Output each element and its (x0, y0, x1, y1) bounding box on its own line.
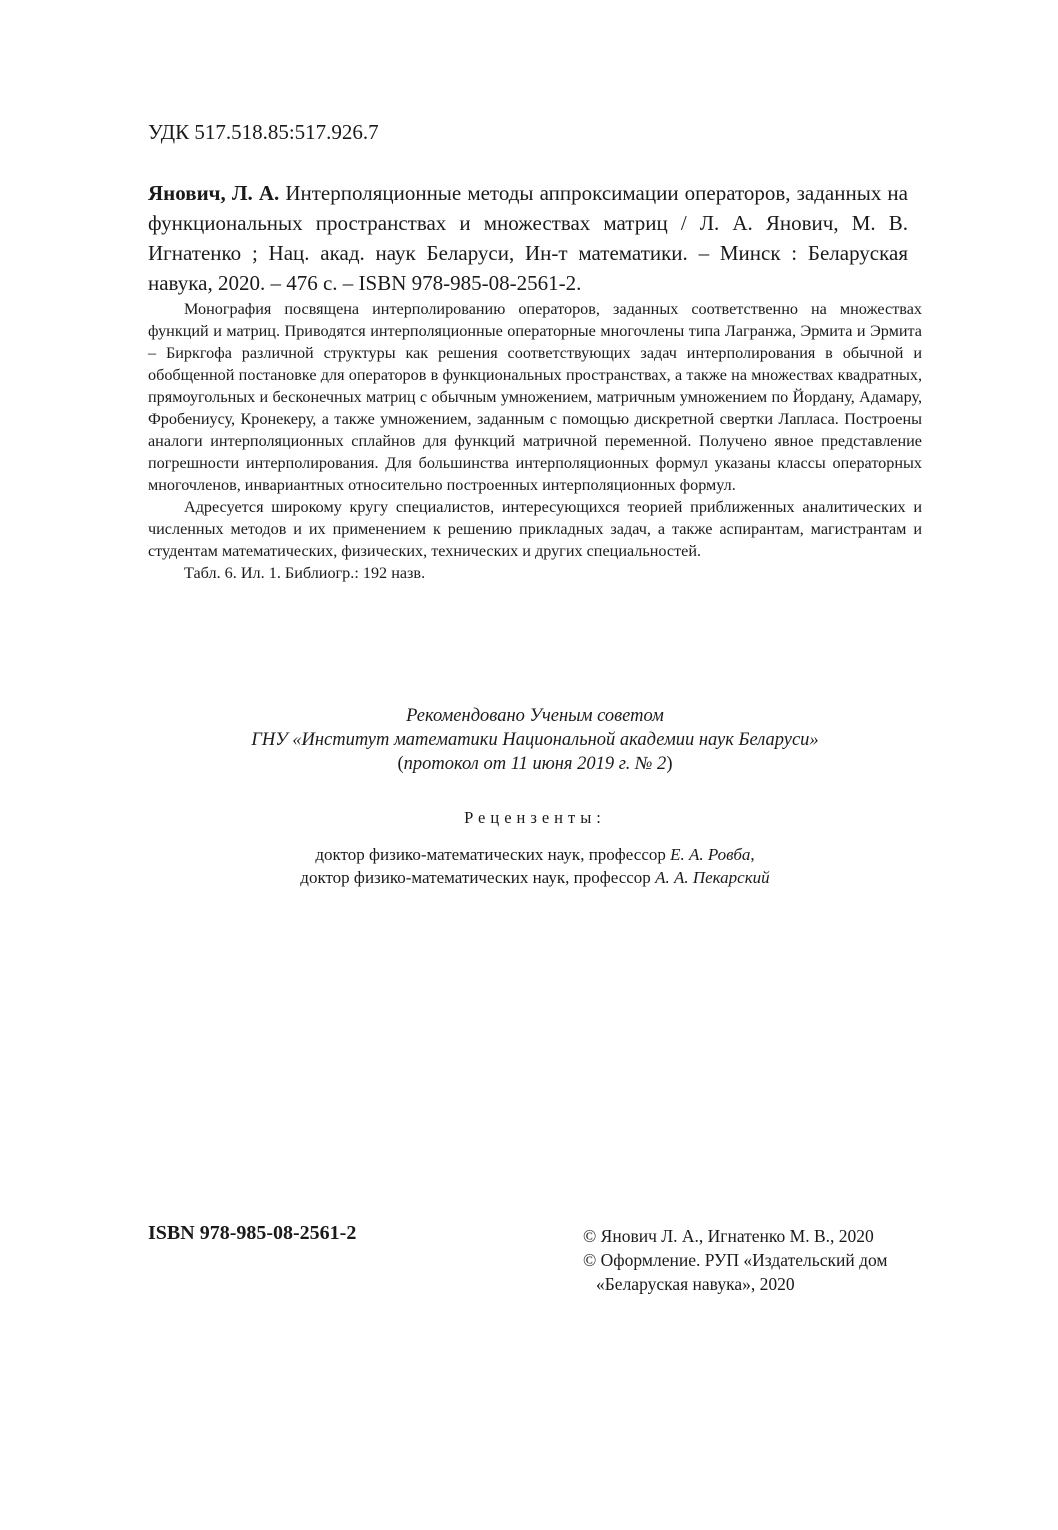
udk-code: УДК 517.518.85:517.926.7 (148, 120, 379, 144)
isbn: ISBN 978-985-08-2561-2 (148, 1222, 357, 1244)
paren-open: ( (397, 754, 404, 774)
reviewer-2-degree: доктор физико-математических наук, профессор (300, 868, 656, 887)
abstract-paragraph-1: Монография посвящена интерполированию операторов, заданных соответственно на множествах функций и матриц. Приводятся интерполяционные операторные многочлены типа Лагранжа, Эрмита и Эрмита – Биркгофа различной структуры как решения соответствующих задач интерполирования в обычной и обобщенной постановке для операторов в функциональных пространствах, а также на множествах квадратных, прямоугольных и бесконечных матриц с обычным умножением, матричным умножением по Йордану, Адамару, Фробениусу, Кронекеру, а также умножением, заданным с помощью дискретной свертки Лапласа. Построены аналоги интерполяционных сплайнов для функций матричной переменной. Получено явное представление погрешности интерполирования. Для большинства интерполяционных формул указаны классы операторных многочленов, инвариантных относительно построенных интерполяционных формул. (148, 300, 922, 494)
author-name: Янович, Л. А. (148, 181, 280, 205)
abstract-paragraph-2: Адресуется широкому кругу специалистов, интересующихся теорией приближенных аналитических и численных методов и их применением к решению прикладных задач, а также аспирантам, магистрантам и студентам математических, физических, технических и других специальностей. (148, 498, 922, 560)
copyright-line-1: © Янович Л. А., Игнатенко М. В., 2020 (583, 1226, 874, 1246)
bibliographic-description: Интерполяционные методы аппроксимации операторов, заданных на функциональных пространствах и множествах матриц / Л. А. Янович, М. В. Игнатенко ; Нац. акад. наук Беларуси, Ин-т математики. – Минск : Беларуская навука, 2020. – 476 с. – ISBN 978-985-08-2561-2. (148, 181, 908, 295)
reviewer-2 (148, 866, 922, 889)
reviewer-1 (148, 843, 922, 866)
reviewers-list (148, 843, 922, 889)
abstract-paragraph-3: Табл. 6. Ил. 1. Библиогр.: 192 назв. (184, 564, 426, 582)
recommendation-line-2: ГНУ «Институт математики Национальной академии наук Беларуси» (251, 730, 819, 750)
copyright-line-2: © Оформление. РУП «Издательский дом (583, 1250, 888, 1270)
reviewer-1-name: Е. А. Ровба (670, 845, 751, 864)
copyright-line-3: «Беларуская навука», 2020 (596, 1274, 795, 1294)
abstract (148, 298, 922, 584)
reviewer-2-name: А. А. Пекарский (655, 868, 770, 887)
reviewer-1-degree: доктор физико-математических наук, профессор (315, 845, 671, 864)
protocol-text: протокол от 11 июня 2019 г. № 2 (403, 754, 667, 774)
copyright-block (583, 1224, 888, 1296)
paren-close: ) (666, 754, 673, 774)
recommendation-line-1: Рекомендовано Ученым советом (406, 706, 664, 726)
reviewer-1-end: , (750, 845, 755, 864)
recommendation-line-3 (148, 752, 922, 776)
reviewers-title: Рецензенты: (464, 808, 606, 827)
recommendation-block (148, 704, 922, 776)
bibliographic-record (148, 178, 908, 298)
